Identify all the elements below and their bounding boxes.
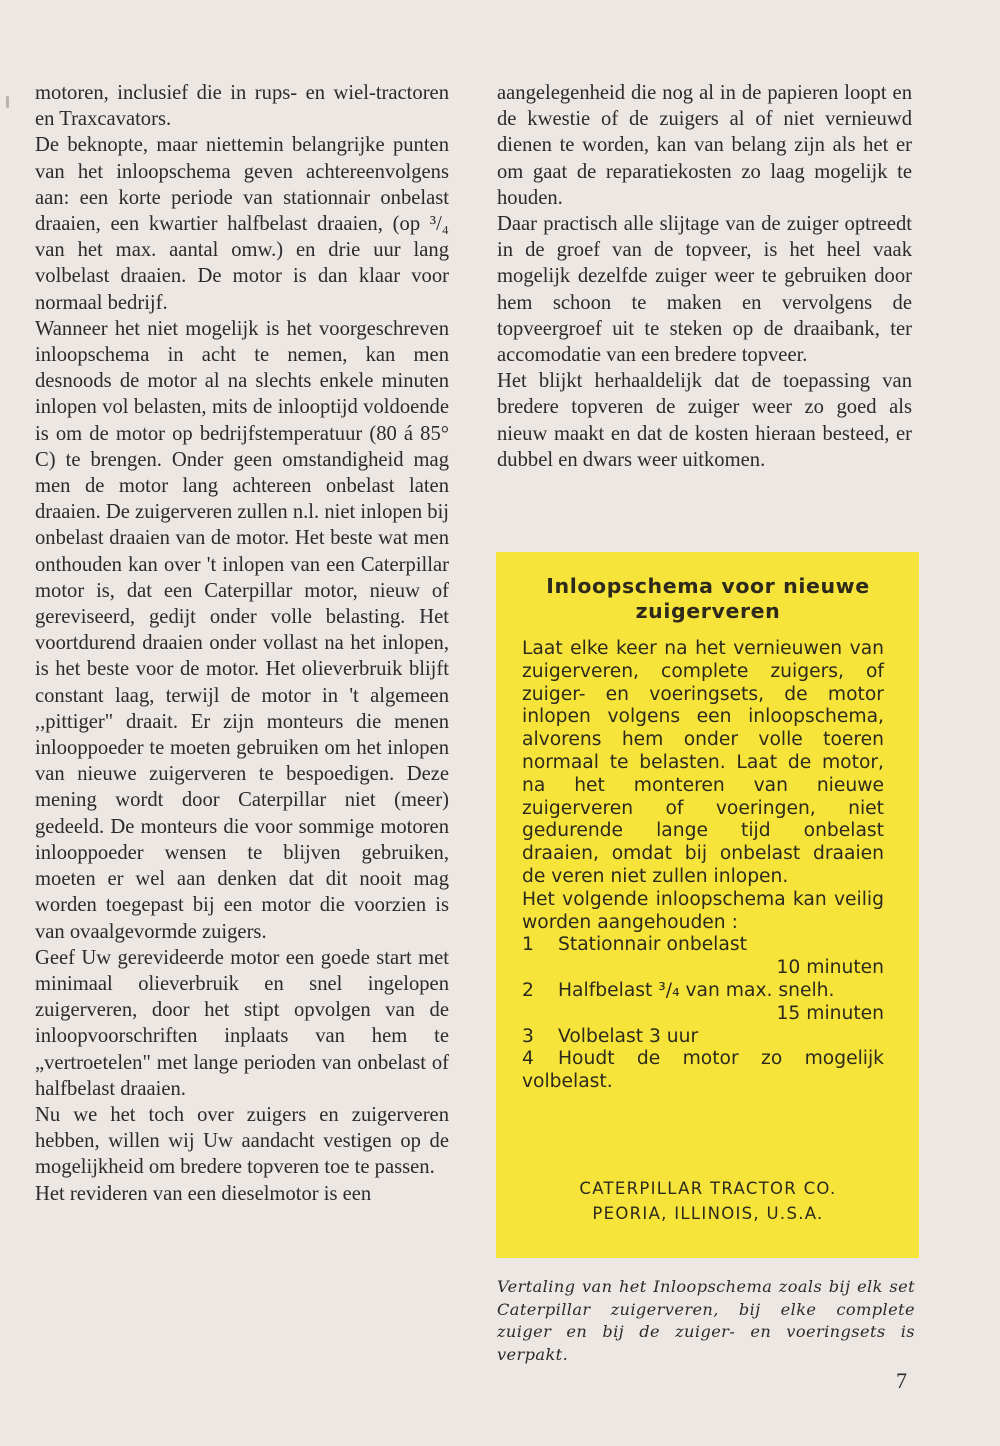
step-number: 4: [522, 1048, 534, 1070]
step-duration: 15 minuten: [776, 1002, 884, 1024]
schema-step: [522, 980, 884, 1026]
step-number: 1: [522, 934, 534, 956]
box-body: Laat elke keer na het vernieuwen van zuigerveren, complete zuigers, of zuiger- en voeringsets, de motor inlopen volgens een inloopschema, alvorens hem onder volle toeren normaal te belasten. Laat de motor, na het monteren van nieuwe zuigerveren of voeringen, niet gedurende lange tijd onbelast draaien, omdat bij onbelast draaien de veren niet zullen inlopen.: [522, 638, 884, 887]
box-footer: [516, 1176, 900, 1226]
left-paragraph-6: Het revideren van een dieselmotor is een: [35, 1182, 372, 1205]
step-text: Houdt de motor zo mogelijk volbelast.: [522, 1048, 884, 1093]
schema-step: [522, 1026, 884, 1049]
left-paragraph-1: motoren, inclusief die in rups- en wiel-tractoren en Traxcavators.: [35, 82, 449, 131]
schema-step: [522, 934, 884, 980]
step-number: 3: [522, 1025, 534, 1047]
step-text: Halfbelast ³/₄ van max. snelh.: [558, 979, 835, 1001]
right-paragraph-3: Het blijkt herhaaldelijk dat de toepassing van bredere topveren de zuiger weer zo goed als nieuw maakt en dat de kosten hieraan besteed, er dubbel en dwars weer uitkomen.: [497, 370, 912, 471]
company-name: CATERPILLAR TRACTOR CO.: [579, 1179, 837, 1198]
left-paragraph-3: Wanneer het niet mogelijk is het voorgeschreven inloopschema in acht te nemen, kan men desnoods de motor al na slechts enkele minuten inlopen vol belasten, mits de inlooptijd voldoende is om de motor op bedrijfstemperatuur (80 á 85° C) te brengen. Onder geen omstandigheid mag men de motor lang achtereen onbelast laten draaien. De zuigerveren zullen n.l. niet inlopen bij onbelast draaien van de motor. Het beste wat men onthouden kan over 't inlopen van een Caterpillar motor is, dat een Caterpillar motor, nieuw of gereviseerd, gedijt onder volle belasting. Het voortdurend draaien onder vollast na het inlopen, is het beste voor de motor. Het olieverbruik blijft constant laag, terwijl de motor in 't algemeen ,,pittiger" draait. Er zijn monteurs die menen inlooppoeder te moeten gebruiken om het inlopen van nieuwe zuigerveren te bespoedigen. Deze mening wordt door Caterpillar niet (meer) gedeeld. De monteurs die voor sommige motoren inlooppoeder wensen te blijven gebruiken, moeten er wel aan denken dat dit nooit mag worden toegepast bij een motor die voorzien is van ovaalgevormde zuigers.: [35, 317, 450, 943]
left-paragraph-4: Geef Uw gerevideerde motor een goede start met minimaal olieverbruik en snel ingelopen zuigerveren, door het stipt opvolgen van de inloopvoorschriften inplaats van hem te „vertroetelen" met lange perioden van onbelast of halfbelast draaien.: [35, 946, 449, 1100]
box-text: [522, 638, 884, 1094]
box-intro: Het volgende inloopschema kan veilig worden aangehouden :: [522, 888, 884, 933]
inloopschema-box: [496, 552, 919, 1258]
right-column: [497, 80, 912, 473]
paper-mark: [6, 96, 9, 108]
left-column: [35, 80, 449, 1207]
step-text: Stationnair onbelast: [558, 934, 747, 956]
right-paragraph-1: aangelegenheid die nog al in de papieren loopt en de kwestie of de zuigers al of niet vernieuwd dienen te worden, kan van belang zijn als het er om gaat de reparatiekosten zo laag mogelijk te houden.: [497, 82, 912, 209]
step-duration: 10 minuten: [776, 957, 884, 979]
schema-step: [522, 1048, 884, 1094]
step-number: 2: [522, 979, 534, 1001]
box-title: Inloopschema voor nieuwe zuigerveren: [546, 574, 870, 623]
page-number: 7: [896, 1368, 907, 1393]
company-location: PEORIA, ILLINOIS, U.S.A.: [592, 1204, 824, 1223]
left-paragraph-2: De beknopte, maar niettemin belangrijke punten van het inloopschema geven achtereenvolgens aan: een korte periode van stationnair onbelast draaien, een kwartier halfbelast draaien, (op ³/₄ van het max. aantal omw.) en drie uur lang volbelast draaien. De motor is dan klaar voor normaal bedrijf.: [35, 134, 449, 314]
right-paragraph-2: Daar practisch alle slijtage van de zuiger optreedt in de groef van de topveer, is het heel vaak mogelijk dezelfde zuiger weer te gebruiken door hem schoon te maken en vervolgens de topveergroef uit te steken op de draaibank, ter accomodatie van een bredere topveer.: [497, 213, 912, 367]
schema-list: [522, 934, 884, 1094]
left-paragraph-5: Nu we het toch over zuigers en zuigerveren hebben, willen wij Uw aandacht vestigen op de mogelijkheid om bredere topveren toe te passen.: [35, 1103, 449, 1179]
step-text: Volbelast 3 uur: [558, 1025, 699, 1047]
box-caption: Vertaling van het Inloopschema zoals bij elk set Caterpillar zuigerveren, bij elke complete zuiger en bij de zuiger- en voeringsets is verpakt.: [497, 1277, 915, 1364]
